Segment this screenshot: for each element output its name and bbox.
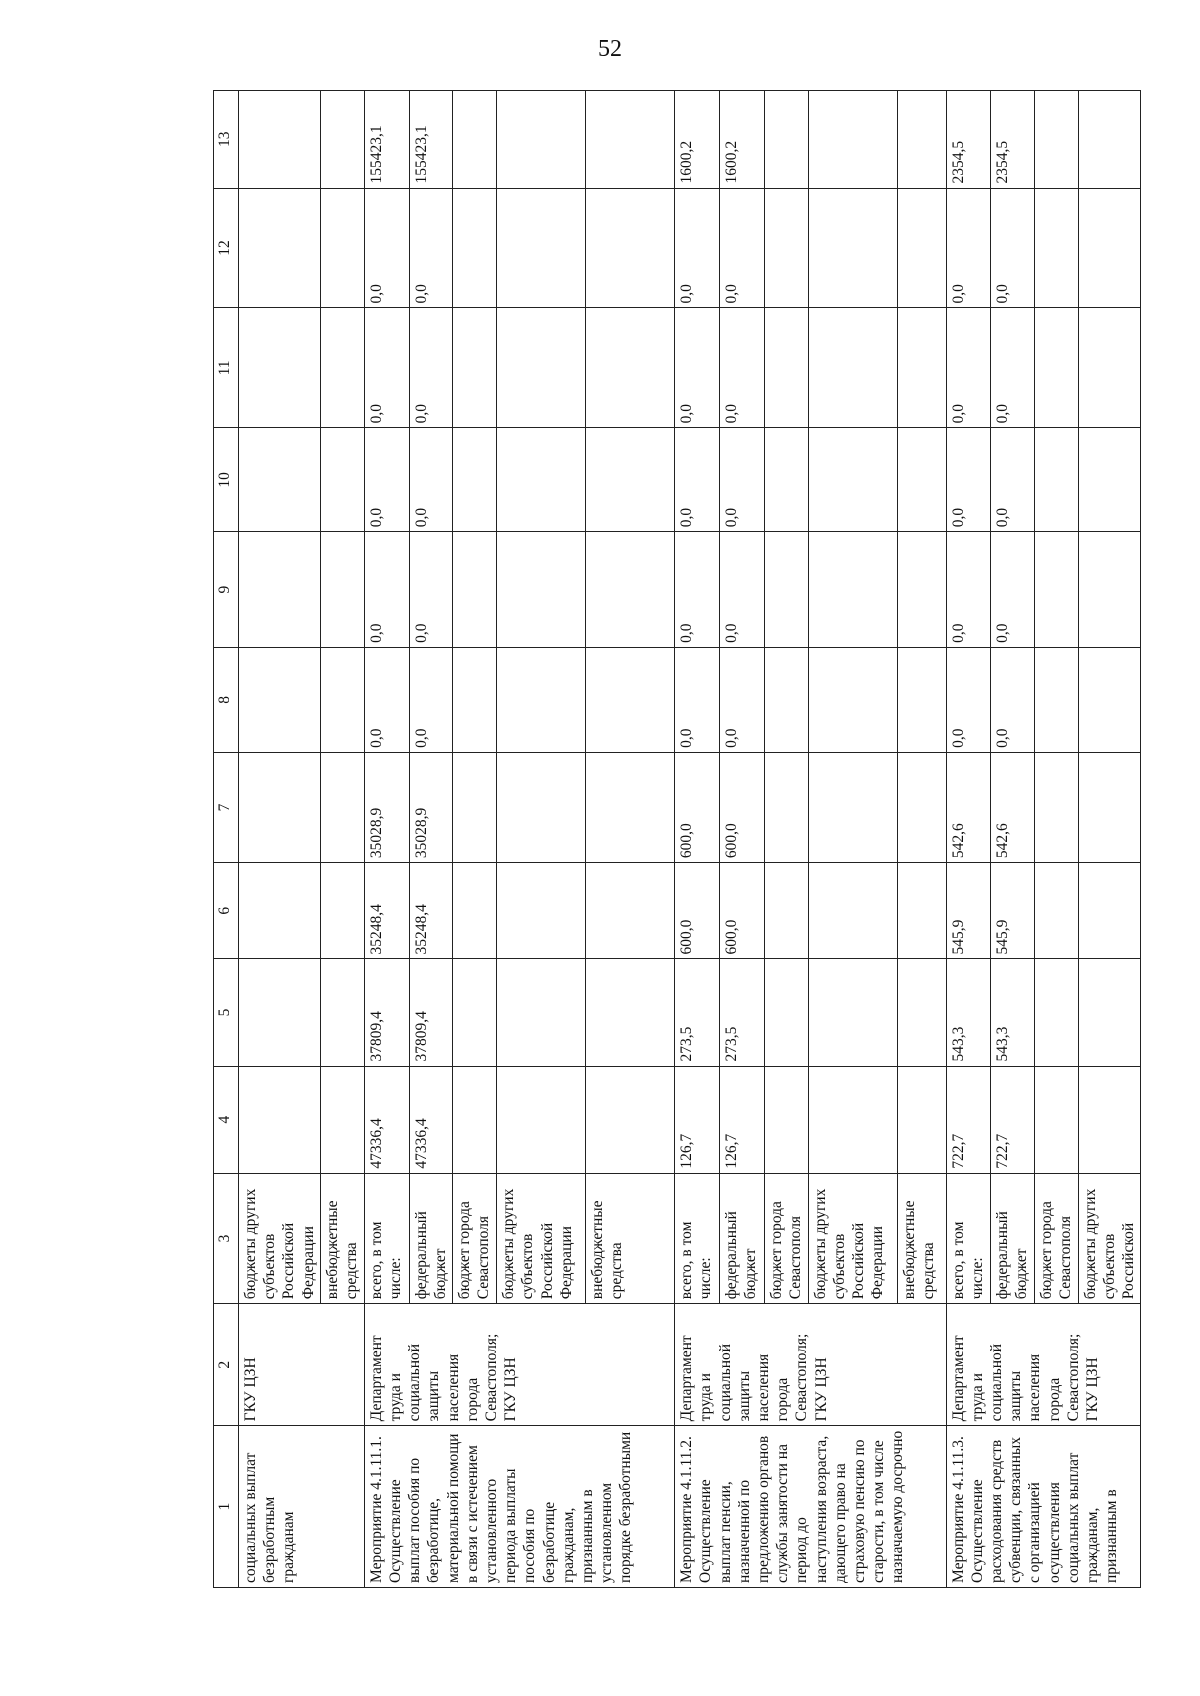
value-cell <box>239 188 321 308</box>
value-cell <box>453 308 497 428</box>
measure-cell: социальных выплат безработным гражданам <box>239 1426 365 1588</box>
funding-source-cell: бюджеты других субъектов Российской Федерации <box>808 1173 897 1304</box>
measure-cell: Мероприятие 4.1.11.2. Осуществление выплат пенсии, назначенной по предложению органов службы занятости на период до наступления возраста, дающего право на страховую пенсию по старости, в том числе назначаемую досрочно <box>675 1426 946 1588</box>
value-cell <box>808 752 897 862</box>
value-cell <box>808 647 897 752</box>
funding-source-cell: бюджеты других субъектов Российской Федерации <box>497 1173 586 1304</box>
value-cell: 35248,4 <box>364 863 409 959</box>
value-cell <box>1078 959 1141 1066</box>
value-cell <box>586 308 675 428</box>
value-cell <box>239 308 321 428</box>
value-cell <box>1034 308 1078 428</box>
value-cell <box>239 647 321 752</box>
value-cell: 542,6 <box>946 752 990 862</box>
value-cell <box>497 1066 586 1173</box>
value-cell: 0,0 <box>720 532 765 648</box>
table-row <box>675 91 720 1588</box>
measure-cell: Мероприятие 4.1.11.3. Осуществление расходования средств субвенции, связанных с организацией осуществления социальных выплат гражданам, признанным в <box>946 1426 1141 1588</box>
value-cell: 0,0 <box>675 308 720 428</box>
value-cell <box>586 91 675 189</box>
value-cell: 0,0 <box>409 428 452 532</box>
value-cell <box>320 91 364 189</box>
value-cell <box>320 308 364 428</box>
funding-source-cell: всего, в том числе: <box>946 1173 990 1304</box>
executor-cell: Департамент труда и социальной защиты населения города Севастополя; ГКУ ЦЗН <box>364 1304 674 1426</box>
value-cell <box>765 752 808 862</box>
value-cell: 273,5 <box>720 959 765 1066</box>
value-cell: 155423,1 <box>364 91 409 189</box>
value-cell: 545,9 <box>946 863 990 959</box>
value-cell: 2354,5 <box>946 91 990 189</box>
value-cell <box>453 532 497 648</box>
funding-source-cell: бюджет города Севастополя <box>1034 1173 1078 1304</box>
value-cell <box>897 188 946 308</box>
rotated-table-container <box>213 90 1200 1588</box>
value-cell <box>1034 863 1078 959</box>
value-cell <box>239 428 321 532</box>
column-number: 8 <box>214 647 239 752</box>
value-cell: 0,0 <box>946 428 990 532</box>
value-cell <box>586 532 675 648</box>
value-cell <box>239 1066 321 1173</box>
value-cell <box>453 863 497 959</box>
value-cell <box>586 752 675 862</box>
value-cell: 0,0 <box>364 532 409 648</box>
value-cell <box>897 752 946 862</box>
value-cell: 0,0 <box>946 532 990 648</box>
value-cell <box>239 959 321 1066</box>
value-cell: 0,0 <box>946 308 990 428</box>
value-cell: 0,0 <box>409 188 452 308</box>
value-cell <box>765 959 808 1066</box>
value-cell <box>897 308 946 428</box>
value-cell: 542,6 <box>990 752 1034 862</box>
value-cell <box>765 1066 808 1173</box>
value-cell: 600,0 <box>675 752 720 862</box>
column-number-row <box>214 91 239 1588</box>
funding-source-cell: бюджеты других субъектов Российской Федерации <box>239 1173 321 1304</box>
column-number: 2 <box>214 1304 239 1426</box>
value-cell: 0,0 <box>409 308 452 428</box>
value-cell <box>497 188 586 308</box>
value-cell: 722,7 <box>946 1066 990 1173</box>
value-cell <box>1078 752 1141 862</box>
page-number: 52 <box>598 36 622 62</box>
value-cell <box>808 308 897 428</box>
value-cell: 543,3 <box>990 959 1034 1066</box>
value-cell <box>1034 188 1078 308</box>
value-cell <box>453 188 497 308</box>
funding-source-cell: федеральный бюджет <box>990 1173 1034 1304</box>
value-cell <box>497 863 586 959</box>
value-cell <box>497 428 586 532</box>
value-cell <box>497 752 586 862</box>
value-cell: 35028,9 <box>409 752 452 862</box>
value-cell: 0,0 <box>409 532 452 648</box>
value-cell <box>765 428 808 532</box>
value-cell <box>586 647 675 752</box>
value-cell: 0,0 <box>990 532 1034 648</box>
value-cell <box>497 91 586 189</box>
value-cell: 0,0 <box>675 647 720 752</box>
value-cell <box>1078 428 1141 532</box>
value-cell: 0,0 <box>409 647 452 752</box>
column-number: 5 <box>214 959 239 1066</box>
value-cell <box>586 959 675 1066</box>
value-cell <box>586 428 675 532</box>
value-cell: 0,0 <box>675 188 720 308</box>
funding-source-cell: внебюджетные средства <box>586 1173 675 1304</box>
value-cell: 0,0 <box>675 428 720 532</box>
value-cell: 0,0 <box>946 647 990 752</box>
value-cell: 126,7 <box>675 1066 720 1173</box>
value-cell: 126,7 <box>720 1066 765 1173</box>
value-cell <box>1034 428 1078 532</box>
column-number: 3 <box>214 1173 239 1304</box>
value-cell <box>239 532 321 648</box>
value-cell <box>239 752 321 862</box>
value-cell <box>497 308 586 428</box>
value-cell <box>897 647 946 752</box>
value-cell <box>586 188 675 308</box>
value-cell: 0,0 <box>364 428 409 532</box>
value-cell: 1600,2 <box>720 91 765 189</box>
value-cell: 1600,2 <box>675 91 720 189</box>
value-cell: 0,0 <box>990 308 1034 428</box>
value-cell <box>765 647 808 752</box>
value-cell: 0,0 <box>720 647 765 752</box>
measure-cell: Мероприятие 4.1.11.1. Осуществление выплат пособия по безработице, материальной помощи в связи с истечением установленного периода выплаты пособия по безработице гражданам, признанным в установленном порядке безработными <box>364 1426 674 1588</box>
funding-source-cell: внебюджетные средства <box>320 1173 364 1304</box>
value-cell <box>1078 188 1141 308</box>
value-cell: 545,9 <box>990 863 1034 959</box>
column-number: 13 <box>214 91 239 189</box>
value-cell <box>1034 959 1078 1066</box>
value-cell <box>586 1066 675 1173</box>
value-cell <box>1078 532 1141 648</box>
funding-source-cell: бюджеты других субъектов Российской <box>1078 1173 1141 1304</box>
funding-source-cell: федеральный бюджет <box>409 1173 452 1304</box>
column-number: 9 <box>214 532 239 648</box>
value-cell <box>320 752 364 862</box>
funding-source-cell: всего, в том числе: <box>675 1173 720 1304</box>
value-cell: 0,0 <box>364 188 409 308</box>
value-cell <box>808 428 897 532</box>
value-cell: 0,0 <box>946 188 990 308</box>
value-cell <box>808 188 897 308</box>
value-cell: 273,5 <box>675 959 720 1066</box>
value-cell <box>320 188 364 308</box>
value-cell: 35028,9 <box>364 752 409 862</box>
value-cell <box>453 959 497 1066</box>
column-number: 11 <box>214 308 239 428</box>
value-cell <box>897 863 946 959</box>
value-cell <box>586 863 675 959</box>
value-cell <box>1034 1066 1078 1173</box>
value-cell <box>897 1066 946 1173</box>
value-cell <box>1078 647 1141 752</box>
value-cell <box>897 428 946 532</box>
executor-cell: Департамент труда и социальной защиты населения города Севастополя; ГКУ ЦЗН <box>946 1304 1141 1426</box>
value-cell <box>1078 91 1141 189</box>
value-cell: 37809,4 <box>409 959 452 1066</box>
value-cell: 0,0 <box>990 647 1034 752</box>
value-cell <box>320 532 364 648</box>
funding-source-cell: внебюджетные средства <box>897 1173 946 1304</box>
value-cell <box>765 188 808 308</box>
value-cell: 47336,4 <box>409 1066 452 1173</box>
value-cell <box>897 532 946 648</box>
value-cell <box>453 1066 497 1173</box>
value-cell: 543,3 <box>946 959 990 1066</box>
table-row <box>239 91 321 1588</box>
value-cell: 600,0 <box>675 863 720 959</box>
funding-source-cell: федеральный бюджет <box>720 1173 765 1304</box>
value-cell <box>320 959 364 1066</box>
table-row <box>946 91 990 1588</box>
value-cell <box>453 91 497 189</box>
value-cell: 722,7 <box>990 1066 1034 1173</box>
funding-source-cell: бюджет города Севастополя <box>453 1173 497 1304</box>
value-cell: 0,0 <box>720 308 765 428</box>
value-cell <box>897 959 946 1066</box>
column-number: 10 <box>214 428 239 532</box>
value-cell: 2354,5 <box>990 91 1034 189</box>
table-row <box>364 91 409 1588</box>
value-cell <box>1034 91 1078 189</box>
value-cell: 47336,4 <box>364 1066 409 1173</box>
value-cell <box>453 647 497 752</box>
column-number: 6 <box>214 863 239 959</box>
value-cell <box>808 959 897 1066</box>
value-cell <box>808 532 897 648</box>
value-cell <box>320 863 364 959</box>
value-cell <box>1078 863 1141 959</box>
value-cell: 0,0 <box>364 647 409 752</box>
column-number: 7 <box>214 752 239 862</box>
executor-cell: Департамент труда и социальной защиты населения города Севастополя; ГКУ ЦЗН <box>675 1304 946 1426</box>
value-cell <box>497 959 586 1066</box>
executor-cell: ГКУ ЦЗН <box>239 1304 365 1426</box>
value-cell <box>497 532 586 648</box>
value-cell: 0,0 <box>675 532 720 648</box>
value-cell: 600,0 <box>720 752 765 862</box>
value-cell: 0,0 <box>720 428 765 532</box>
value-cell <box>808 1066 897 1173</box>
value-cell <box>1078 1066 1141 1173</box>
value-cell <box>1078 308 1141 428</box>
value-cell <box>1034 752 1078 862</box>
value-cell <box>808 91 897 189</box>
column-number: 12 <box>214 188 239 308</box>
value-cell <box>1034 532 1078 648</box>
value-cell: 0,0 <box>720 188 765 308</box>
value-cell <box>765 532 808 648</box>
value-cell <box>765 308 808 428</box>
value-cell <box>897 91 946 189</box>
value-cell <box>320 428 364 532</box>
value-cell <box>320 647 364 752</box>
column-number: 4 <box>214 1066 239 1173</box>
value-cell: 600,0 <box>720 863 765 959</box>
value-cell <box>320 1066 364 1173</box>
column-number: 1 <box>214 1426 239 1588</box>
budget-table <box>213 90 1141 1588</box>
value-cell <box>808 863 897 959</box>
value-cell <box>765 91 808 189</box>
value-cell <box>497 647 586 752</box>
value-cell <box>239 91 321 189</box>
value-cell: 0,0 <box>990 428 1034 532</box>
value-cell: 0,0 <box>990 188 1034 308</box>
value-cell: 155423,1 <box>409 91 452 189</box>
value-cell: 0,0 <box>364 308 409 428</box>
value-cell: 35248,4 <box>409 863 452 959</box>
value-cell: 37809,4 <box>364 959 409 1066</box>
value-cell <box>453 428 497 532</box>
value-cell <box>453 752 497 862</box>
value-cell <box>1034 647 1078 752</box>
value-cell <box>765 863 808 959</box>
value-cell <box>239 863 321 959</box>
funding-source-cell: всего, в том числе: <box>364 1173 409 1304</box>
funding-source-cell: бюджет города Севастополя <box>765 1173 808 1304</box>
